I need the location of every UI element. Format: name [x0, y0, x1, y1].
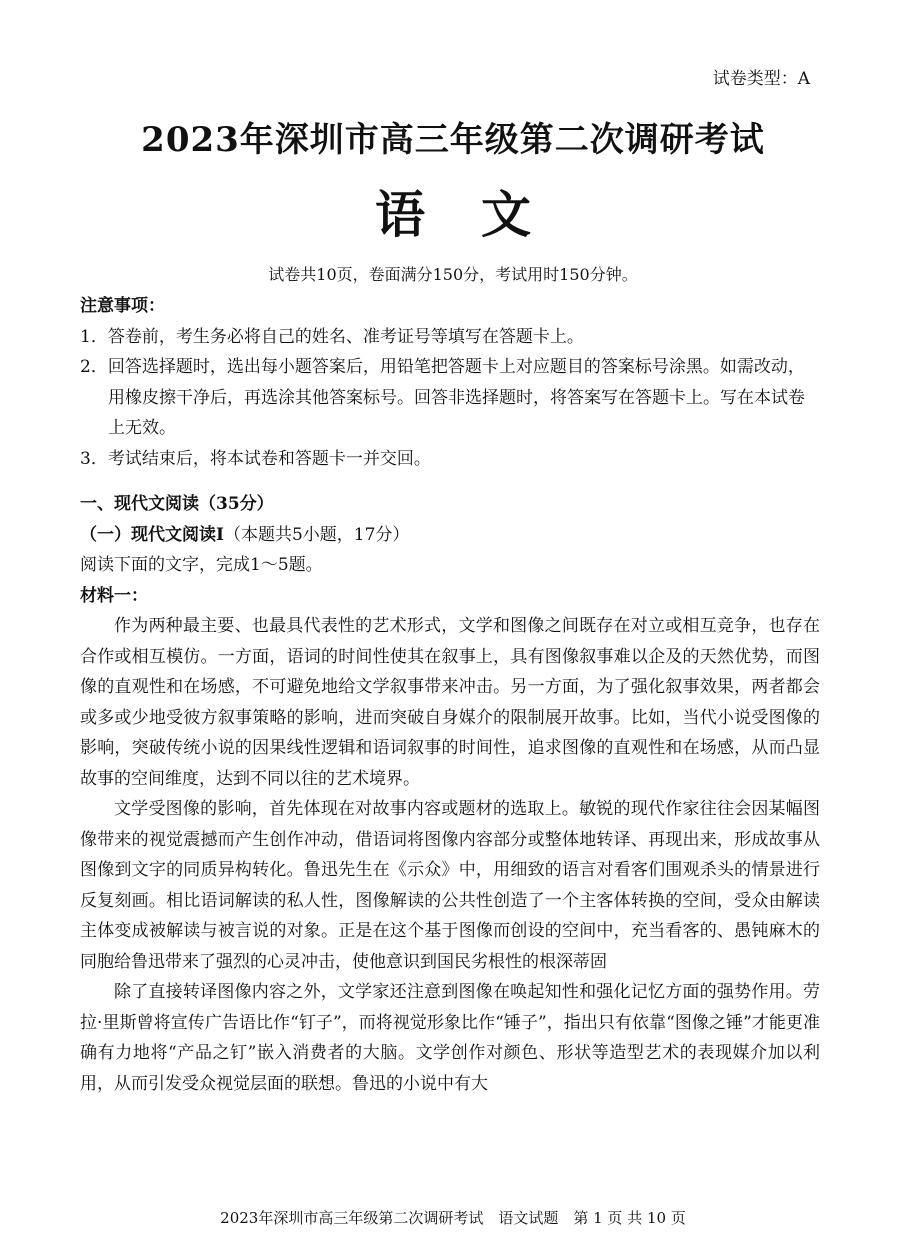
paragraph: 作为两种最主要、也最具代表性的艺术形式，文学和图像之间既存在对立或相互竞争，也存在合作或相互模仿。一方面，语词的时间性使其在叙事上，具有图像叙事难以企及的天然优势，而图像的直观性和在场感，不可避免地给文学叙事带来冲击。另一方面，为了强化叙事效果，两者都会或多或少地受彼方叙事策略的影响，进而突破自身媒介的限制展开故事。比如，当代小说受图像的影响，突破传统小说的因果线性逻辑和语词叙事的时间性，追求图像的直观性和在场感，从而凸显故事的空间维度，达到不同以往的艺术境界。 [80, 616, 820, 789]
material-label: 材料一： [80, 585, 148, 606]
paragraph: 文学受图像的影响，首先体现在对故事内容或题材的选取上。敏锐的现代作家往往会因某幅图像带来的视觉震撼而产生创作冲动，借语词将图像内容部分或整体地转译、再现出来，形成故事从图像到文字的同质异构转化。鲁迅先生在《示众》中，用细致的语言对看客们围观杀头的情景进行反复刻画。相比语词解读的私人性，图像解读的公共性创造了一个主客体转换的空间，受众由解读主体变成被解读与被言说的对象。正是在这个基于图像而创设的空间中，充当看客的、愚钝麻木的同胞给鲁迅带来了强烈的心灵冲击，使他意识到国民劣根性的根深蒂固 [80, 799, 820, 972]
exam-title: 2023年深圳市高三年级第二次调研考试 [141, 120, 765, 160]
section-modern-reading [80, 489, 820, 1099]
reading-instruction: 阅读下面的文字，完成1～5题。 [80, 555, 323, 575]
notes-section [80, 291, 820, 474]
page-footer: 2023年深圳市高三年级第二次调研考试 语文试题 第 1 页 共 10 页 [220, 1209, 686, 1227]
section-heading: 一、现代文阅读（35分） [80, 494, 274, 514]
paper-type-label: 试卷类型：A [712, 69, 810, 89]
note-item: 3．考试结束后，将本试卷和答题卡一并交回。 [80, 448, 431, 469]
sub-section-heading [80, 520, 820, 551]
sub-section-title: （一）现代文阅读Ⅰ [80, 524, 224, 545]
sub-section-note: （本题共5小题，17分） [223, 524, 410, 545]
subject-title: 语文 [375, 185, 587, 244]
paragraph: 除了直接转译图像内容之外，文学家还注意到图像在唤起知性和强化记忆方面的强势作用。劳拉·里斯曾将宣传广告语比作“钉子”，而将视觉形象比作“锤子”，指出只有依靠“图像之锤”才能更准确有力地将“产品之钉”嵌入消费者的大脑。文学创作对颜色、形状等造型艺术的表现媒介加以利用，从而引发受众视觉层面的联想。鲁迅的小说中有大 [80, 982, 820, 1094]
exam-info: 试卷共10页，卷面满分150分，考试用时150分钟。 [268, 265, 638, 284]
notes-heading: 注意事项： [80, 296, 165, 316]
note-item: 2．回答选择题时，选出每小题答案后，用铅笔把答题卡上对应题目的答案标号涂黑。如需改动，用橡皮擦干净后，再选涂其他答案标号。回答非选择题时，将答案写在答题卡上。写在本试卷上无效。 [80, 357, 805, 438]
note-item: 1．答卷前，考生务必将自己的姓名、准考证号等填写在答题卡上。 [80, 326, 584, 347]
